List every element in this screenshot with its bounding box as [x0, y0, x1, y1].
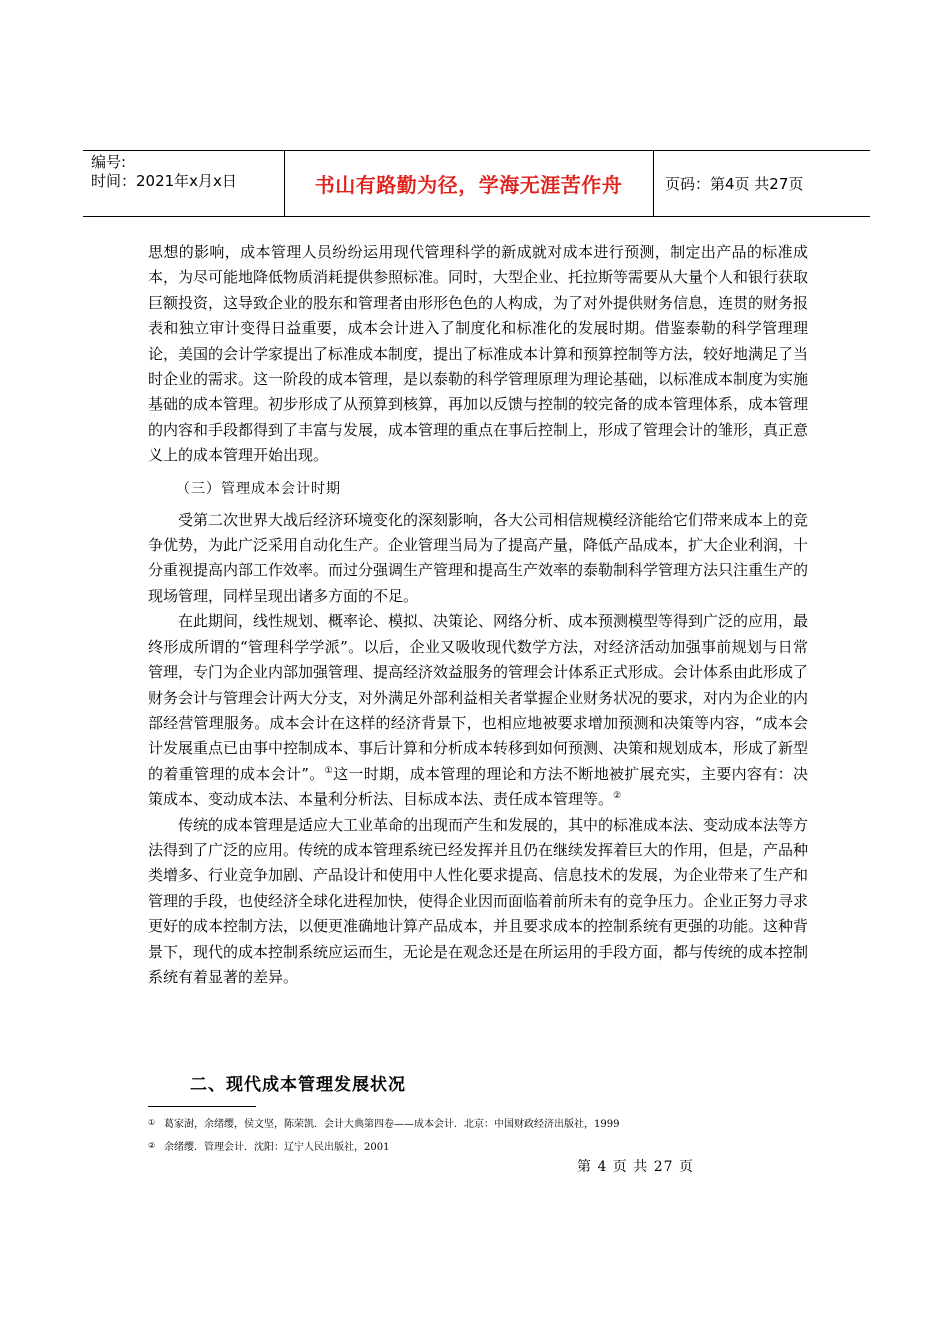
body-content: [148, 240, 808, 990]
paragraph-2: 受第二次世界大战后经济环境变化的深刻影响，各大公司相信规模经济能给它们带来成本上的竞争优势，为此广泛采用自动化生产。企业管理当局为了提高产量，降低产品成本，扩大企业利润，十分重视提高内部工作效率。而过分强调生产管理和提高生产效率的泰勒制科学管理方法只注重生产的现场管理，同样呈现出诸多方面的不足。: [148, 510, 809, 605]
subheading-management-cost-accounting: （三）管理成本会计时期: [176, 480, 341, 497]
header-divider-right: [653, 151, 654, 216]
date-label: 时间：2021年x月x日: [91, 172, 237, 190]
paragraph-3: [148, 609, 808, 812]
paragraph-3-part-a: 在此期间，线性规划、概率论、模拟、决策论、网络分析、成本预测模型等得到广泛的应用，最终形成所谓的“管理科学学派”。以后，企业又吸收现代数学方法，对经济活动加强事前规划与日常管理，专门为企业内部加强管理、提高经济效益服务的管理会计体系正式形成。会计体系由此形成了财务会计与管理会计两大分支，对外满足外部利益相关者掌握企业财务状况的要求，对内为企业的内部经营管理服务。成本会计在这样的经济背景下，也相应地被要求增加预测和决策等内容，“成本会计发展重点已由事中控制成本、事后计算和分析成本转移到如何预测、决策和规划成本，形成了新型的着重管理的成本会计”。: [148, 612, 809, 783]
paragraph-1: 思想的影响，成本管理人员纷纷运用现代管理科学的新成就对成本进行预测，制定出产品的标准成本，为尽可能地降低物质消耗提供参照标准。同时，大型企业、托拉斯等需要从大量个人和银行获取巨额投资，这导致企业的股东和管理者由形形色色的人构成，为了对外提供财务信息，连贯的财务报表和独立审计变得日益重要，成本会计进入了制度化和标准化的发展时期。借鉴泰勒的科学管理理论，美国的会计学家提出了标准成本制度，提出了标准成本计算和预算控制等方法，较好地满足了当时企业的需求。这一阶段的成本管理，是以泰勒的科学管理原理为理论基础，以标准成本制度为实施基础的成本管理。初步形成了从预算到核算，再加以反馈与控制的较完备的成本管理体系，成本管理的内容和手段都得到了丰富与发展，成本管理的重点在事后控制上，形成了管理会计的雏形，真正意义上的成本管理开始出现。: [148, 243, 809, 465]
document-header: [83, 150, 870, 217]
footnote-ref-2[interactable]: ②: [613, 791, 622, 802]
footnote-1: [148, 1112, 848, 1135]
header-motto: 书山有路勤为径，学海无涯苦作舟: [314, 173, 623, 197]
footnote-2: [148, 1135, 848, 1158]
footnote-1-mark: ①: [148, 1118, 156, 1127]
paragraph-4: 传统的成本管理是适应大工业革命的出现而产生和发展的，其中的标准成本法、变动成本法等方法得到了广泛的应用。传统的成本管理系统已经发挥并且仍在继续发挥着巨大的作用，但是，产品种类增多、行业竞争加剧、产品设计和使用中人性化要求提高、信息技术的发展，为企业带来了生产和管理的手段，也使经济全球化进程加快，使得企业因而面临着前所未有的竞争压力。企业正努力寻求更好的成本控制方法，以便更准确地计算产品成本，并且要求成本的控制系统有更强的功能。这种背景下，现代的成本控制系统应运而生，无论是在观念还是在所运用的手段方面，都与传统的成本控制系统有着显著的差异。: [148, 815, 809, 986]
paragraph-3-part-b: 这一时期，成本管理的理论和方法不断地被扩展充实，主要内容有：决策成本、变动成本法、本量利分析法、目标成本法、责任成本管理等。: [148, 764, 808, 809]
number-label: 编号:: [91, 153, 127, 171]
header-meta: [91, 153, 281, 191]
footnote-1-text: 葛家澍，余绪缨，侯文坚，陈荣凯．会计大典第四卷——成本会计．北京：中国财政经济出版社，1999: [164, 1119, 620, 1130]
section-heading-modern-cost-management: 二、现代成本管理发展状况: [190, 1075, 406, 1095]
footnote-ref-1[interactable]: ①: [324, 765, 334, 776]
footnotes: [148, 1112, 848, 1158]
footnote-2-mark: ②: [148, 1141, 156, 1150]
page-footer: 第 4 页 共 27 页: [577, 1159, 694, 1175]
header-page-label: 页码：第4页 共27页: [665, 175, 804, 193]
footnote-2-text: 余绪缨．管理会计．沈阳：辽宁人民出版社，2001: [164, 1142, 390, 1153]
footnote-divider: [148, 1106, 256, 1107]
